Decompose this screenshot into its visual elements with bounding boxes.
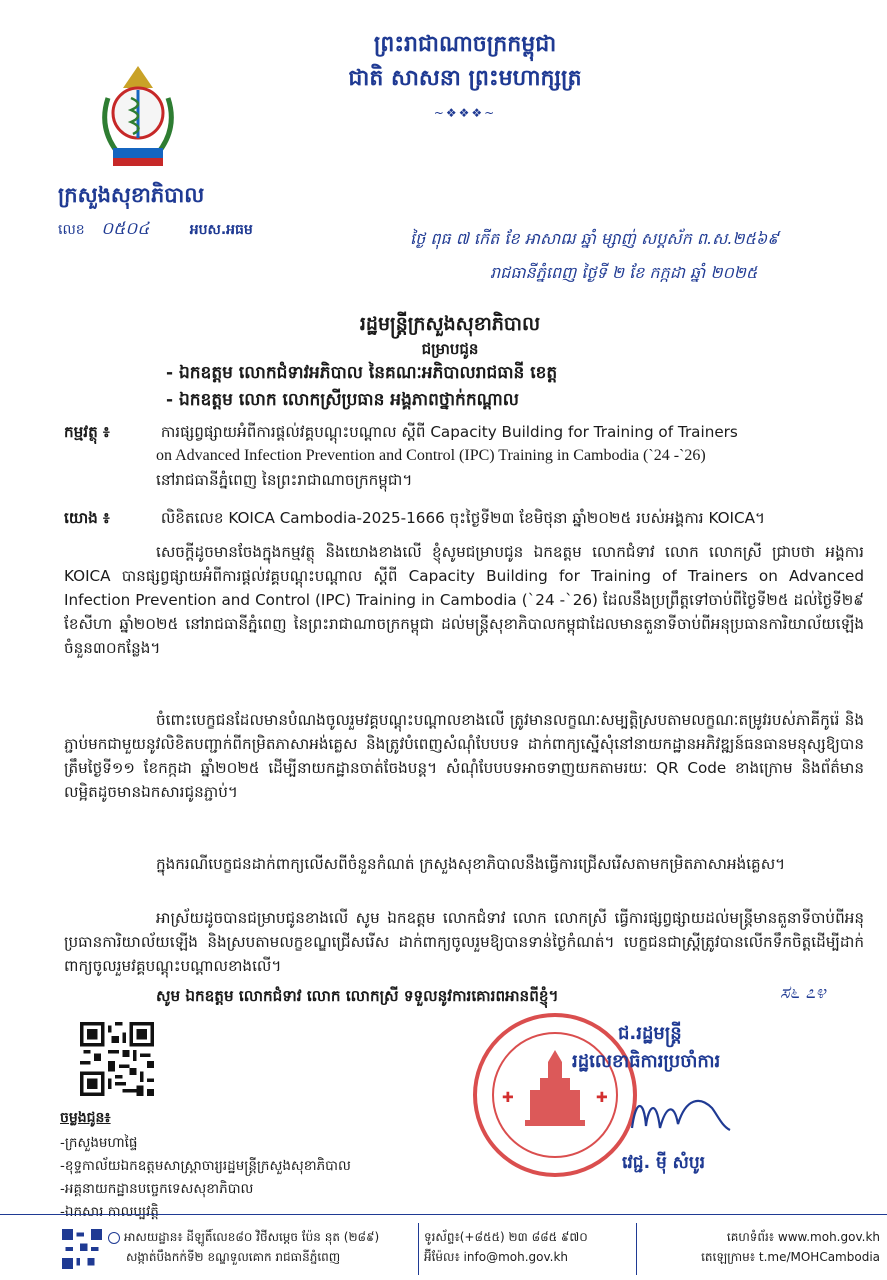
copy-item: -ខុទ្ទកាល័យឯកឧត្តមសាស្ត្រាចារ្យរដ្ឋមន្ត្រីក្រសួងសុខាភិបាល [60, 1158, 351, 1174]
reference-label: យោង ៖ [64, 509, 110, 527]
ministry-name: ក្រសួងសុខាភិបាល [58, 183, 205, 207]
body-paragraph-4: អាស្រ័យដូចបានជម្រាបជូនខាងលើ សូម ឯកឧត្តម លោកជំទាវ លោក លោកស្រី ធ្វើការផ្សព្វផ្សាយដល់មន្ត្រីមានតួនាទីចាប់ពីអនុប្រធានការិយាល័យឡើង និងស្របតាមលក្ខខណ្ឌជ្រើសរើស ដាក់ពាក្យចូលរួមឱ្យបានទាន់ថ្ងៃកំណត់។ បេក្ខជនជាស្ត្រីត្រូវបានលើកទឹកចិត្តដើម្បីដាក់ពាក្យចូលរួមវគ្គបណ្តុះបណ្តាលខាងលើ។ [64, 909, 864, 975]
ref-label: លេខ [58, 222, 85, 238]
reference-block [64, 506, 864, 530]
lunar-date: ថ្ងៃ ពុធ ៧ កើត ខែ អាសាឍ ឆ្នាំ ម្សាញ់ សប្តស័ក ព.ស.២៥៦៩ [410, 229, 779, 248]
footer-telegram[interactable]: តេឡេក្រាម៖ t.me/MOHCambodia [701, 1250, 880, 1264]
addressee-block [130, 310, 770, 414]
signature-title-line-1: ជ.រដ្ឋមន្ត្រី [618, 1023, 682, 1044]
svg-text:✚: ✚ [502, 1090, 514, 1106]
footer [0, 1214, 887, 1280]
recipient-2: - ឯកឧត្តម លោក លោកស្រីប្រធាន អង្គភាពថ្នាក់កណ្តាល [166, 390, 519, 410]
footer-email[interactable]: អ៊ីម៉ែល៖ info@moh.gov.kh [424, 1250, 569, 1264]
subject-block [64, 420, 864, 492]
footer-divider [418, 1223, 419, 1275]
svg-text:✚: ✚ [596, 1090, 608, 1106]
footer-web [644, 1227, 880, 1267]
ref-number: ០៥០៤ [101, 219, 150, 239]
body-paragraph-3: ក្នុងករណីបេក្ខជនដាក់ពាក្យលើសពីចំនួនកំណត់ ក្រសួងសុខាភិបាលនឹងធ្វើការជ្រើសរើសតាមកម្រិតភាសាអង់គ្លេស។ [156, 855, 786, 873]
form-qr-code-icon[interactable] [80, 1022, 154, 1096]
subject-label: កម្មវត្ថុ ៖ [64, 423, 110, 441]
signatory-name: វេជ្ជ. ម៉ី សំបូរ [622, 1153, 706, 1173]
copy-item: -ឯកសារ កាលប្បវត្តិ [60, 1204, 159, 1220]
sender-title: រដ្ឋមន្ត្រីក្រសួងសុខាភិបាល [359, 313, 541, 335]
ministry-logo-icon [88, 58, 188, 178]
reference-number-line [58, 218, 253, 243]
footer-address-line-1: អាសយដ្ឋាន៖ ដីឡូតិ៍លេខ៨០ វិថីសម្តេច ប៉ែន នុត (២៨៩) [124, 1230, 380, 1244]
body-paragraph-2: ចំពោះបេក្ខជនដែលមានបំណងចូលរួមវគ្គបណ្តុះបណ្តាលខាងលើ ត្រូវមានលក្ខណៈសម្បត្តិស្របតាមលក្ខណៈតម្រូវរបស់ភាគីកូរ៉េ និងភ្ជាប់មកជាមួយនូវលិខិតបញ្ជាក់ពីកម្រិតភាសាអង់គ្លេស និងត្រូវបំពេញសំណុំបែបបទ ដាក់ពាក្យស្នើសុំនៅនាយកដ្ឋានអភិវឌ្ឍន៍ធនធានមនុស្សឱ្យបានត្រឹមថ្ងៃទី១១ ខែកក្កដា ឆ្នាំ២០២៥ ដើម្បីនាយកដ្ឋានចាត់ចែងបន្ត។ សំណុំបែបបទអាចទាញយកតាមរយៈ QR Code ខាងក្រោម និងព័ត៌មានលម្អិតដូចមានឯកសារជូនភ្ជាប់។ [64, 711, 864, 801]
copy-item: -ក្រសួងមហាផ្ទៃ [60, 1135, 138, 1151]
footer-phone[interactable]: ទូរស័ព្ទ៖(+៨៥៥) ២៣ ៨៨៥ ៩៧០ [424, 1230, 588, 1244]
footer-qr-icon[interactable] [62, 1229, 102, 1269]
solar-date: រាជធានីភ្នំពេញ ថ្ងៃទី ២ ខែ កក្កដា ឆ្នាំ ២០២៥ [490, 263, 758, 282]
location-icon [108, 1232, 120, 1244]
kingdom-title: ព្រះរាជាណាចក្រកម្ពុជា [373, 32, 557, 57]
handwritten-signature [626, 1088, 736, 1144]
copy-item: -អគ្គនាយកដ្ឋានបច្ចេកទេសសុខាភិបាល [60, 1181, 254, 1197]
subject-line-1: ការផ្សព្វផ្សាយអំពីការផ្តល់វគ្គបណ្តុះបណ្តាល ស្តីពី Capacity Building for Training of Trainers [160, 423, 738, 441]
header-ornament: ~❖❖❖~ [433, 106, 497, 120]
footer-address [108, 1227, 379, 1267]
closing-line: សូម ឯកឧត្តម លោកជំទាវ លោក លោកស្រី ទទួលនូវការគោរពអានពីខ្ញុំ។ [156, 987, 559, 1005]
reference-text: លិខិតលេខ KOICA Cambodia-2025-1666 ចុះថ្ងៃទី២៣ ខែមិថុនា ឆ្នាំ២០២៥ របស់អង្គការ KOICA។ [160, 509, 766, 527]
copies-list [60, 1132, 351, 1224]
signature-title [572, 1020, 721, 1076]
national-motto: ជាតិ សាសនា ព្រះមហាក្សត្រ [348, 66, 582, 91]
subject-line-3: នៅរាជធានីភ្នំពេញ នៃព្រះរាជាណាចក្រកម្ពុជា។ [156, 471, 413, 489]
footer-website[interactable]: គេហទំព័រ៖ www.moh.gov.kh [726, 1230, 880, 1244]
body-paragraph-1: សេចក្តីដូចមានចែងក្នុងកម្មវត្ថុ និងយោងខាងលើ ខ្ញុំសូមជម្រាបជូន ឯកឧត្តម លោកជំទាវ លោក លោកស្រី ជ្រាបថា អង្គការ KOICA បានផ្សព្វផ្សាយអំពីការផ្តល់វគ្គបណ្តុះបណ្តាល ស្តីពី Capacity Building for Training of Trainers on Advanced Infection Prevention and Control (IPC) Training in Cambodia (`24 -`26) ដែលនឹងប្រព្រឹត្តទៅចាប់ពីថ្ងៃទី២៥ ដល់ថ្ងៃទី២៩ ខែសីហា ឆ្នាំ២០២៥ នៅរាជធានីភ្នំពេញ នៃព្រះរាជាណាចក្រកម្ពុជា ដល់មន្ត្រីសុខាភិបាលកម្ពុជាដែលមានតួនាទីចាប់ពីអនុប្រធានការិយាល័យឡើង ចំនួន៣០កន្លែង។ [64, 543, 864, 657]
respect-label: ជម្រាបជូន [421, 340, 479, 358]
subject-line-2: on Advanced Infection Prevention and Control (IPC) Training in Cambodia (`24 -`26) [156, 447, 706, 464]
footer-address-line-2: សង្កាត់បឹងកក់ទី២ ខណ្ឌទួលគោក រាជធានីភ្នំពេញ [126, 1250, 341, 1264]
footer-divider [636, 1223, 637, 1275]
footer-contact [424, 1227, 588, 1267]
copies-title: ចម្លងជូន៖ [60, 1110, 111, 1126]
handwritten-initial: ಸ೬ ೭೪ [780, 982, 826, 1003]
recipient-1: - ឯកឧត្តម លោកជំទាវអភិបាល នៃគណៈអភិបាលរាជធានី ខេត្ត [166, 363, 558, 383]
kingdom-header [300, 28, 630, 96]
ref-suffix: អបស.អធម [189, 222, 253, 238]
signature-title-line-2: រដ្ឋលេខាធិការប្រចាំការ [572, 1051, 721, 1072]
